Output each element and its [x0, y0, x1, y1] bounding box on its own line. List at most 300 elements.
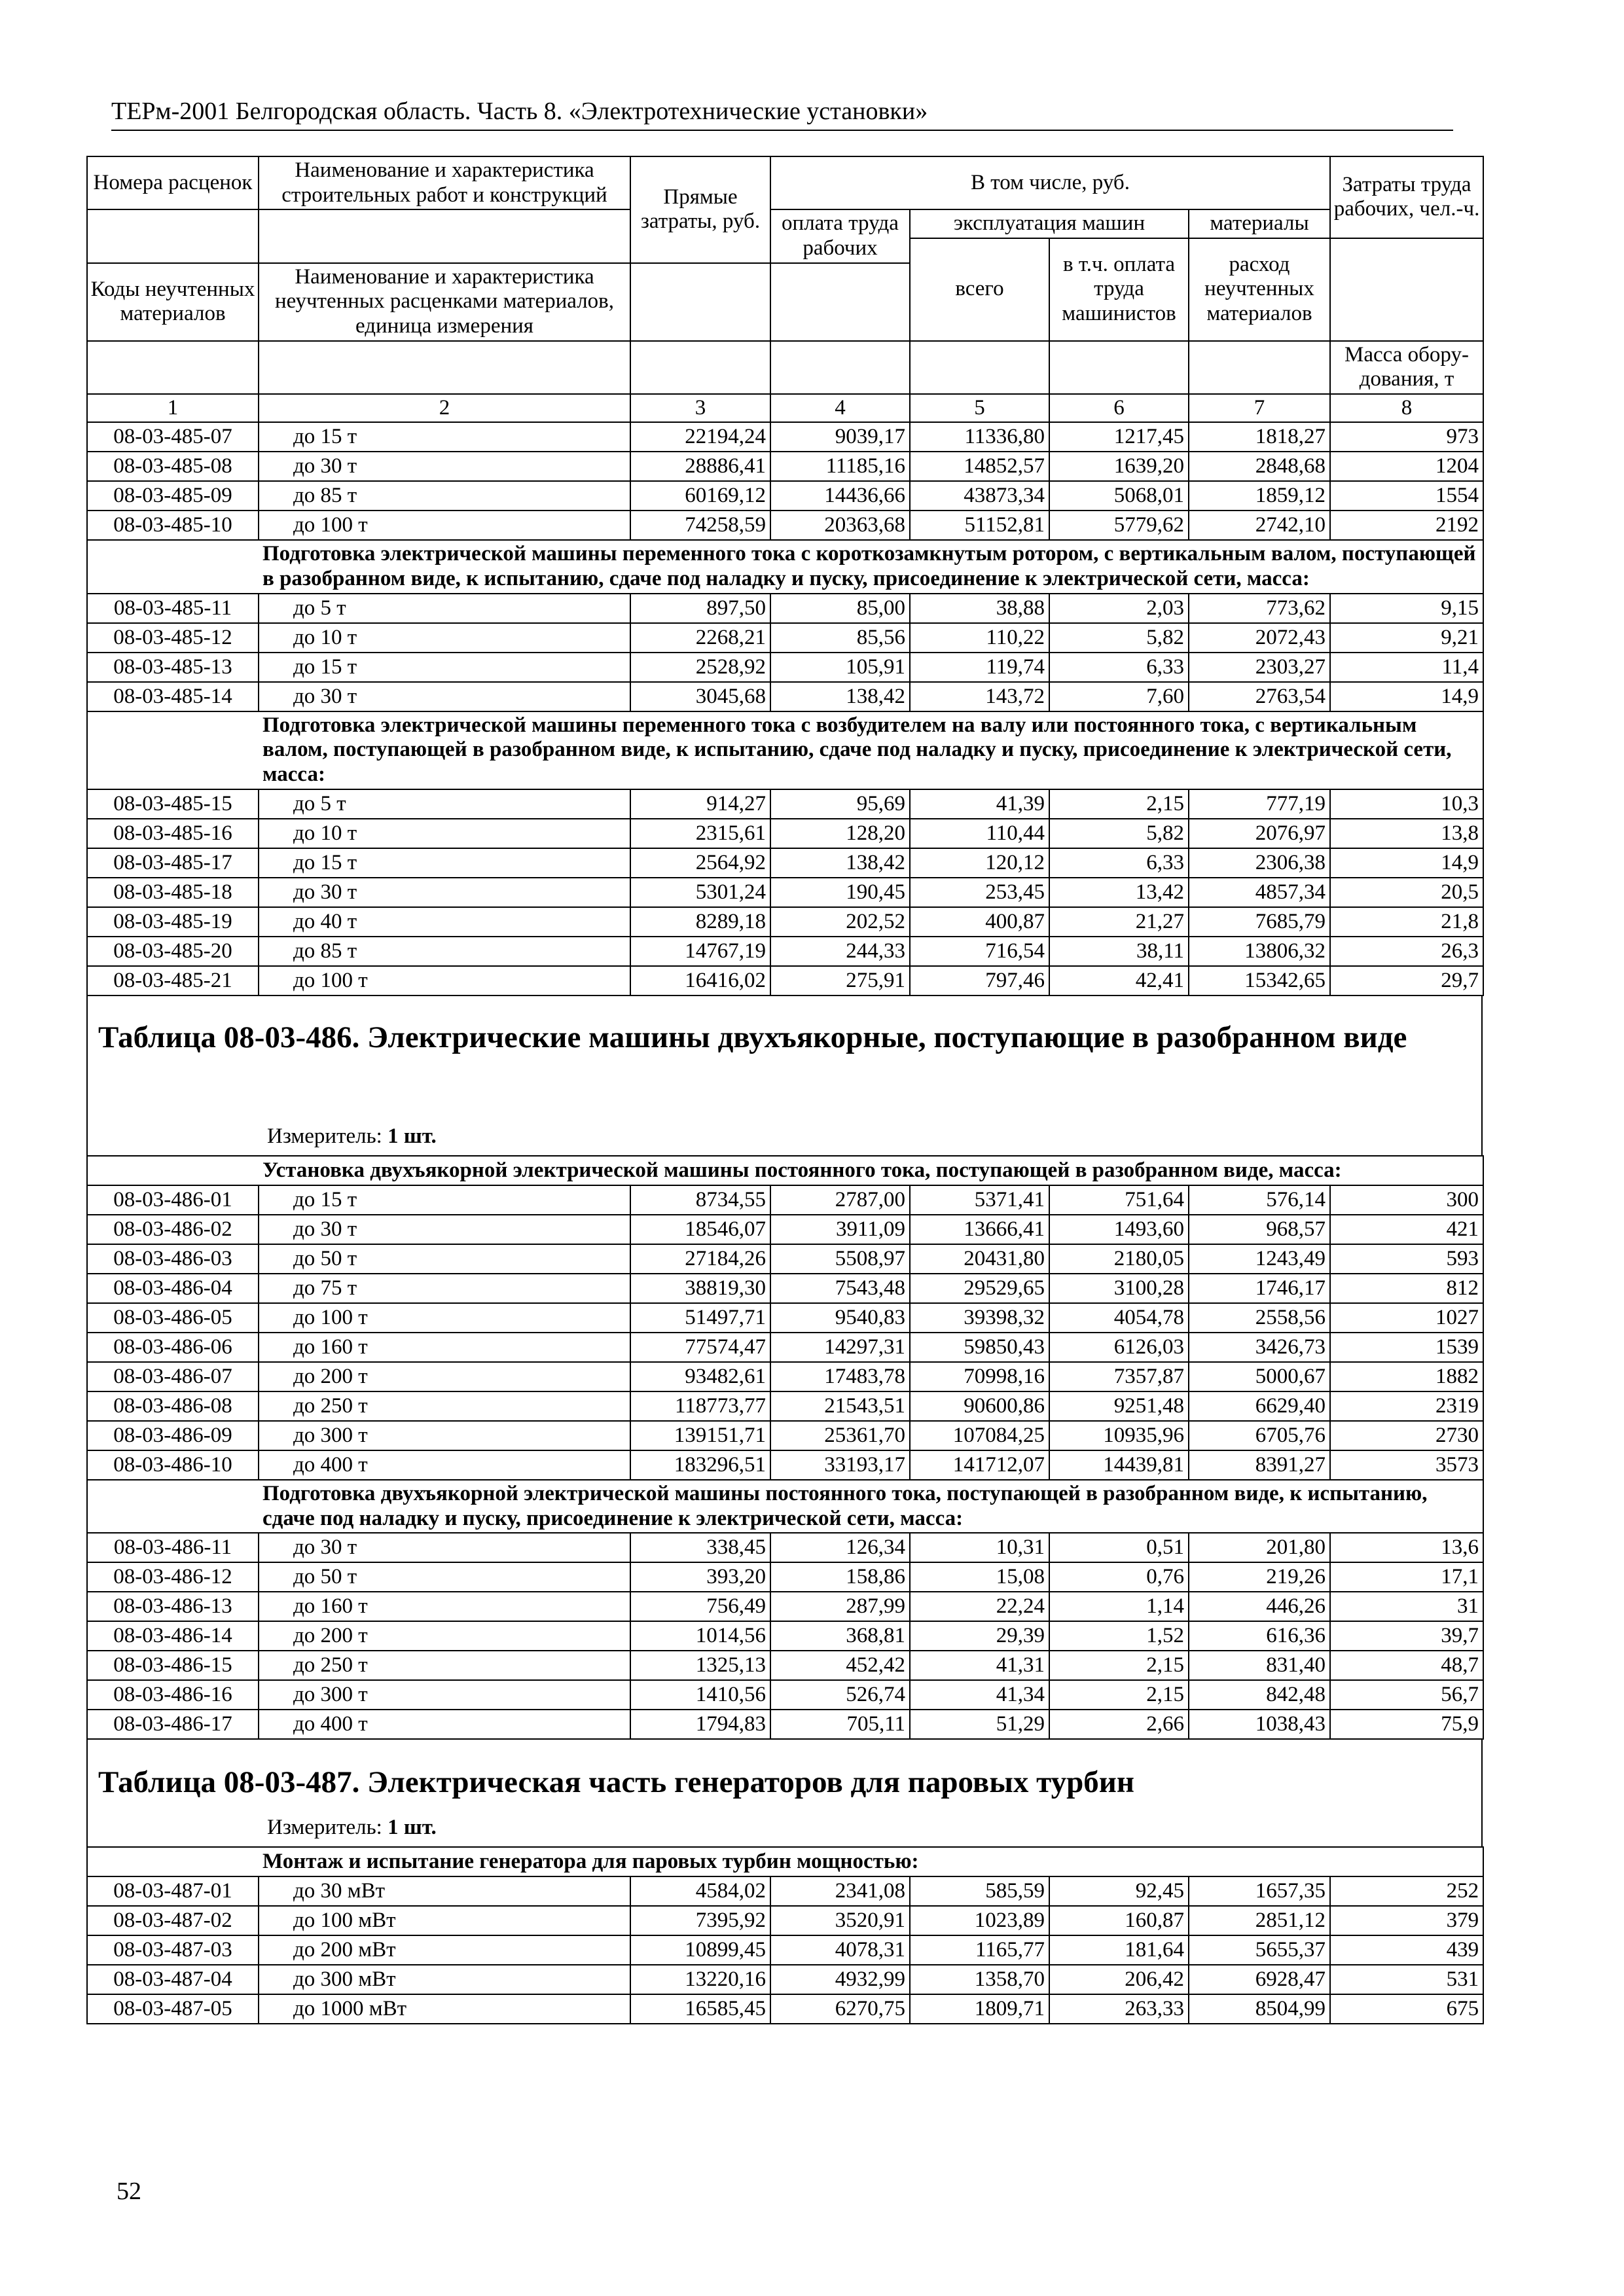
rate-name: до 10 т	[259, 623, 630, 653]
rate-value: 120,12	[910, 848, 1049, 878]
rate-value: 5,82	[1049, 819, 1189, 848]
rate-value: 92,45	[1049, 1876, 1189, 1906]
table-row	[87, 1965, 1483, 1994]
rate-code: 08-03-487-04	[87, 1965, 259, 1994]
rate-name: до 100 мВт	[259, 1906, 630, 1935]
rate-value: 5779,62	[1049, 511, 1189, 540]
rate-value: 2528,92	[630, 653, 770, 682]
rate-value: 14767,19	[630, 937, 770, 966]
section-title: Подготовка двухъякорной электрической машины постоянного тока, поступающей в разобранном виде, к испытанию, сдаче под наладку и пуску, присоединение к электрической сети, масса:	[259, 1480, 1483, 1533]
rate-value: 968,57	[1189, 1215, 1330, 1244]
rate-value: 1217,45	[1049, 422, 1189, 452]
rate-value: 5,82	[1049, 623, 1189, 653]
table-row	[87, 481, 1483, 511]
rate-value: 3573	[1330, 1450, 1483, 1480]
rate-value: 3045,68	[630, 682, 770, 711]
rate-value: 190,45	[770, 878, 910, 907]
rate-value: 14297,31	[770, 1333, 910, 1362]
rate-value: 1165,77	[910, 1935, 1049, 1965]
rate-value: 56,7	[1330, 1680, 1483, 1710]
rate-name: до 400 т	[259, 1450, 630, 1480]
rate-value: 110,22	[910, 623, 1049, 653]
rate-value: 38819,30	[630, 1274, 770, 1303]
rate-value: 1539	[1330, 1333, 1483, 1362]
rate-value: 253,45	[910, 878, 1049, 907]
rate-value: 2558,56	[1189, 1303, 1330, 1333]
rate-value: 1639,20	[1049, 452, 1189, 481]
header-direct-costs: Прямые затраты, руб.	[630, 156, 770, 263]
rate-value: 41,34	[910, 1680, 1049, 1710]
rate-value: 158,86	[770, 1562, 910, 1592]
rate-value: 773,62	[1189, 594, 1330, 623]
rate-value: 5508,97	[770, 1244, 910, 1274]
rate-value: 25361,70	[770, 1421, 910, 1450]
rate-value: 51497,71	[630, 1303, 770, 1333]
rate-value: 2268,21	[630, 623, 770, 653]
rate-name: до 15 т	[259, 848, 630, 878]
table-row	[87, 1215, 1483, 1244]
table-486-unit: Измеритель: 1 шт.	[267, 1124, 437, 1148]
table-row	[87, 1592, 1483, 1621]
rate-code: 08-03-485-08	[87, 452, 259, 481]
rate-value: 2730	[1330, 1421, 1483, 1450]
rate-value: 143,72	[910, 682, 1049, 711]
rate-value: 6629,40	[1189, 1391, 1330, 1421]
rate-value: 14852,57	[910, 452, 1049, 481]
rate-value: 8734,55	[630, 1185, 770, 1215]
header-material-name: Наименование и характеристика неучтенных расценками материалов, единица измерения	[259, 263, 630, 341]
rate-code: 08-03-486-08	[87, 1391, 259, 1421]
rate-value: 1493,60	[1049, 1215, 1189, 1244]
rate-value: 1818,27	[1189, 422, 1330, 452]
rate-code: 08-03-485-20	[87, 937, 259, 966]
rate-value: 6928,47	[1189, 1965, 1330, 1994]
rate-code: 08-03-485-12	[87, 623, 259, 653]
table-row	[87, 819, 1483, 848]
rate-code: 08-03-485-18	[87, 878, 259, 907]
rate-code: 08-03-486-01	[87, 1185, 259, 1215]
rate-value: 11336,80	[910, 422, 1049, 452]
table-row	[87, 1906, 1483, 1935]
rate-value: 22194,24	[630, 422, 770, 452]
rate-value: 183296,51	[630, 1450, 770, 1480]
rate-value: 39398,32	[910, 1303, 1049, 1333]
rate-code: 08-03-485-15	[87, 789, 259, 819]
rate-code: 08-03-486-10	[87, 1450, 259, 1480]
table-row	[87, 1651, 1483, 1680]
rate-value: 973	[1330, 422, 1483, 452]
rate-name: до 160 т	[259, 1592, 630, 1621]
rate-value: 2072,43	[1189, 623, 1330, 653]
rate-value: 576,14	[1189, 1185, 1330, 1215]
rate-value: 0,76	[1049, 1562, 1189, 1592]
rate-value: 13,6	[1330, 1533, 1483, 1562]
rate-value: 3911,09	[770, 1215, 910, 1244]
rate-value: 4584,02	[630, 1876, 770, 1906]
rate-value: 21,8	[1330, 907, 1483, 937]
rate-code: 08-03-486-04	[87, 1274, 259, 1303]
rate-name: до 400 т	[259, 1710, 630, 1739]
rate-value: 368,81	[770, 1621, 910, 1651]
rate-value: 93482,61	[630, 1362, 770, 1391]
rate-code: 08-03-485-21	[87, 966, 259, 996]
header-machines-total: всего	[910, 238, 1049, 341]
rate-value: 777,19	[1189, 789, 1330, 819]
rate-code: 08-03-486-13	[87, 1592, 259, 1621]
header-machinists-pay: в т.ч. оплата труда машинистов	[1049, 238, 1189, 341]
rate-value: 29,7	[1330, 966, 1483, 996]
header-in-total: В том числе, руб.	[770, 156, 1330, 209]
rate-value: 51152,81	[910, 511, 1049, 540]
rate-value: 2763,54	[1189, 682, 1330, 711]
rate-value: 400,87	[910, 907, 1049, 937]
rate-value: 31	[1330, 1592, 1483, 1621]
rate-value: 1,52	[1049, 1621, 1189, 1651]
rate-code: 08-03-485-11	[87, 594, 259, 623]
header-work-name: Наименование и характеристика строительных работ и конструкций	[259, 156, 630, 209]
rate-value: 2192	[1330, 511, 1483, 540]
rate-value: 26,3	[1330, 937, 1483, 966]
table-row	[87, 1621, 1483, 1651]
rate-value: 77574,47	[630, 1333, 770, 1362]
rate-name: до 1000 мВт	[259, 1994, 630, 2024]
rate-value: 10935,96	[1049, 1421, 1189, 1450]
rate-value: 15342,65	[1189, 966, 1330, 996]
rate-value: 6,33	[1049, 848, 1189, 878]
table-row	[87, 878, 1483, 907]
rate-value: 8391,27	[1189, 1450, 1330, 1480]
rate-value: 41,31	[910, 1651, 1049, 1680]
table-486-heading-box	[86, 995, 1483, 1155]
rate-value: 1027	[1330, 1303, 1483, 1333]
rate-value: 17,1	[1330, 1562, 1483, 1592]
rate-value: 585,59	[910, 1876, 1049, 1906]
rate-value: 716,54	[910, 937, 1049, 966]
rate-name: до 15 т	[259, 653, 630, 682]
rate-value: 616,36	[1189, 1621, 1330, 1651]
rate-value: 446,26	[1189, 1592, 1330, 1621]
rate-value: 812	[1330, 1274, 1483, 1303]
rate-value: 2315,61	[630, 819, 770, 848]
rate-name: до 50 т	[259, 1244, 630, 1274]
rate-value: 9251,48	[1049, 1391, 1189, 1421]
rate-value: 13666,41	[910, 1215, 1049, 1244]
rate-name: до 85 т	[259, 937, 630, 966]
table-row	[87, 907, 1483, 937]
rate-value: 38,88	[910, 594, 1049, 623]
rate-value: 2076,97	[1189, 819, 1330, 848]
rate-value: 20363,68	[770, 511, 910, 540]
table-row	[87, 511, 1483, 540]
table-row	[87, 1274, 1483, 1303]
rate-value: 6126,03	[1049, 1333, 1189, 1362]
rate-code: 08-03-486-05	[87, 1303, 259, 1333]
section-title: Установка двухъякорной электрической машины постоянного тока, поступающей в разобранном виде, масса:	[259, 1156, 1483, 1185]
rate-value: 14439,81	[1049, 1450, 1189, 1480]
rate-code: 08-03-487-03	[87, 1935, 259, 1965]
rate-name: до 10 т	[259, 819, 630, 848]
rate-value: 90600,86	[910, 1391, 1049, 1421]
rate-value: 9540,83	[770, 1303, 910, 1333]
rates-table-487	[86, 1846, 1484, 2024]
rate-value: 10899,45	[630, 1935, 770, 1965]
rate-name: до 200 мВт	[259, 1935, 630, 1965]
rate-value: 128,20	[770, 819, 910, 848]
rate-value: 1746,17	[1189, 1274, 1330, 1303]
rate-value: 18546,07	[630, 1215, 770, 1244]
rate-value: 7,60	[1049, 682, 1189, 711]
rate-code: 08-03-486-06	[87, 1333, 259, 1362]
rate-value: 4054,78	[1049, 1303, 1189, 1333]
rate-value: 1657,35	[1189, 1876, 1330, 1906]
rate-value: 5371,41	[910, 1185, 1049, 1215]
table-row	[87, 937, 1483, 966]
rate-value: 160,87	[1049, 1906, 1189, 1935]
rate-value: 1204	[1330, 452, 1483, 481]
rate-value: 338,45	[630, 1533, 770, 1562]
rate-name: до 250 т	[259, 1391, 630, 1421]
rate-code: 08-03-487-01	[87, 1876, 259, 1906]
rate-value: 10,31	[910, 1533, 1049, 1562]
section-title: Монтаж и испытание генератора для паровых турбин мощностью:	[259, 1847, 1483, 1876]
rate-name: до 100 т	[259, 511, 630, 540]
table-row	[87, 1994, 1483, 2024]
rate-value: 27184,26	[630, 1244, 770, 1274]
rate-name: до 100 т	[259, 966, 630, 996]
rate-value: 14,9	[1330, 682, 1483, 711]
rate-name: до 30 т	[259, 682, 630, 711]
rate-code: 08-03-486-02	[87, 1215, 259, 1244]
rate-name: до 40 т	[259, 907, 630, 937]
rate-value: 141712,07	[910, 1450, 1049, 1480]
rate-code: 08-03-486-07	[87, 1362, 259, 1391]
rate-name: до 200 т	[259, 1362, 630, 1391]
rate-value: 8289,18	[630, 907, 770, 937]
rate-value: 33193,17	[770, 1450, 910, 1480]
section-title: Подготовка электрической машины переменного тока с возбудителем на валу или постоянного тока, с вертикальным валом, поступающей в разобранном виде, к испытанию, сдаче под наладку и пуску, присоединение к электрической сети, масса:	[259, 711, 1483, 789]
rate-value: 6705,76	[1189, 1421, 1330, 1450]
table-row	[87, 1185, 1483, 1215]
rate-value: 219,26	[1189, 1562, 1330, 1592]
rate-value: 1554	[1330, 481, 1483, 511]
rate-value: 1023,89	[910, 1906, 1049, 1935]
rate-value: 2742,10	[1189, 511, 1330, 540]
rate-name: до 30 мВт	[259, 1876, 630, 1906]
rate-code: 08-03-486-16	[87, 1680, 259, 1710]
rate-value: 3426,73	[1189, 1333, 1330, 1362]
table-486-title: Таблица 08-03-486. Электрические машины двухъякорные, поступающие в разобранном виде	[98, 1020, 1407, 1054]
header-material-codes: Коды неучтенных материалов	[87, 263, 259, 341]
rate-value: 206,42	[1049, 1965, 1189, 1994]
table-487-title: Таблица 08-03-487. Электрическая часть генераторов для паровых турбин	[98, 1765, 1134, 1799]
table-row	[87, 1710, 1483, 1739]
rate-value: 2341,08	[770, 1876, 910, 1906]
rate-name: до 5 т	[259, 594, 630, 623]
rate-value: 9,15	[1330, 594, 1483, 623]
rate-value: 831,40	[1189, 1651, 1330, 1680]
rate-name: до 200 т	[259, 1621, 630, 1651]
rate-value: 74258,59	[630, 511, 770, 540]
rate-name: до 100 т	[259, 1303, 630, 1333]
rate-code: 08-03-486-11	[87, 1533, 259, 1562]
rate-name: до 30 т	[259, 452, 630, 481]
rate-value: 7357,87	[1049, 1362, 1189, 1391]
rate-code: 08-03-486-15	[87, 1651, 259, 1680]
rate-value: 7395,92	[630, 1906, 770, 1935]
rate-value: 2564,92	[630, 848, 770, 878]
rate-value: 181,64	[1049, 1935, 1189, 1965]
table-row	[87, 1680, 1483, 1710]
rate-value: 531	[1330, 1965, 1483, 1994]
rate-value: 2787,00	[770, 1185, 910, 1215]
rate-value: 0,51	[1049, 1533, 1189, 1562]
table-row	[87, 452, 1483, 481]
rate-value: 60169,12	[630, 481, 770, 511]
rate-value: 110,44	[910, 819, 1049, 848]
rate-code: 08-03-486-17	[87, 1710, 259, 1739]
rate-value: 14,9	[1330, 848, 1483, 878]
rate-value: 201,80	[1189, 1533, 1330, 1562]
rate-name: до 15 т	[259, 1185, 630, 1215]
header-labor-costs: Затраты труда рабочих, чел.-ч.	[1330, 156, 1483, 238]
rate-value: 13806,32	[1189, 937, 1330, 966]
rate-value: 244,33	[770, 937, 910, 966]
section-title: Подготовка электрической машины переменного тока с короткозамкнутым ротором, с вертикальным валом, поступающей в разобранном виде, к испытанию, сдаче под наладку и пуску, присоединение к электрической сети, масса:	[259, 540, 1483, 593]
rate-value: 2,15	[1049, 1680, 1189, 1710]
rate-name: до 300 т	[259, 1680, 630, 1710]
table-row	[87, 1391, 1483, 1421]
rate-value: 756,49	[630, 1592, 770, 1621]
rate-value: 1794,83	[630, 1710, 770, 1739]
rate-value: 914,27	[630, 789, 770, 819]
rate-value: 138,42	[770, 682, 910, 711]
rate-value: 126,34	[770, 1533, 910, 1562]
rate-value: 105,91	[770, 653, 910, 682]
column-number-row: 1 2 3 4 5 6 7 8	[87, 394, 1483, 423]
rate-value: 2848,68	[1189, 452, 1330, 481]
rate-value: 48,7	[1330, 1651, 1483, 1680]
table-row	[87, 1533, 1483, 1562]
rate-value: 2303,27	[1189, 653, 1330, 682]
rate-value: 29,39	[910, 1621, 1049, 1651]
rate-value: 138,42	[770, 848, 910, 878]
rate-value: 5301,24	[630, 878, 770, 907]
rate-value: 38,11	[1049, 937, 1189, 966]
rate-name: до 15 т	[259, 422, 630, 452]
table-row	[87, 422, 1483, 452]
rate-value: 379	[1330, 1906, 1483, 1935]
rate-name: до 30 т	[259, 878, 630, 907]
rate-name: до 300 т	[259, 1421, 630, 1450]
rate-value: 1410,56	[630, 1680, 770, 1710]
rate-value: 51,29	[910, 1710, 1049, 1739]
rate-code: 08-03-485-09	[87, 481, 259, 511]
rate-value: 1859,12	[1189, 481, 1330, 511]
header-rule	[111, 130, 1453, 131]
rate-value: 202,52	[770, 907, 910, 937]
rate-value: 11,4	[1330, 653, 1483, 682]
header-equipment-mass: Масса обору-дования, т	[1330, 341, 1483, 394]
rate-value: 3100,28	[1049, 1274, 1189, 1303]
rate-name: до 300 мВт	[259, 1965, 630, 1994]
rate-value: 393,20	[630, 1562, 770, 1592]
rate-value: 39,7	[1330, 1621, 1483, 1651]
rate-value: 10,3	[1330, 789, 1483, 819]
rate-name: до 75 т	[259, 1274, 630, 1303]
rate-value: 4857,34	[1189, 878, 1330, 907]
rate-value: 119,74	[910, 653, 1049, 682]
table-row	[87, 1935, 1483, 1965]
rate-value: 13,42	[1049, 878, 1189, 907]
rate-value: 29529,65	[910, 1274, 1049, 1303]
rate-value: 14436,66	[770, 481, 910, 511]
table-row	[87, 1562, 1483, 1592]
table-487-heading-box	[86, 1738, 1483, 1846]
rate-value: 421	[1330, 1215, 1483, 1244]
rate-value: 41,39	[910, 789, 1049, 819]
rate-value: 4932,99	[770, 1965, 910, 1994]
table-row	[87, 653, 1483, 682]
rates-table-486	[86, 1155, 1484, 1740]
rate-value: 95,69	[770, 789, 910, 819]
table-row	[87, 1244, 1483, 1274]
rate-code: 08-03-485-17	[87, 848, 259, 878]
rate-value: 5068,01	[1049, 481, 1189, 511]
rate-value: 751,64	[1049, 1185, 1189, 1215]
rate-value: 705,11	[770, 1710, 910, 1739]
rate-value: 1,14	[1049, 1592, 1189, 1621]
rate-code: 08-03-485-10	[87, 511, 259, 540]
rate-value: 70998,16	[910, 1362, 1049, 1391]
rate-value: 593	[1330, 1244, 1483, 1274]
rate-value: 21543,51	[770, 1391, 910, 1421]
header-materials: материалы	[1189, 209, 1330, 238]
table-487-unit: Измеритель: 1 шт.	[267, 1816, 437, 1839]
table-row	[87, 682, 1483, 711]
rate-value: 275,91	[770, 966, 910, 996]
rate-value: 15,08	[910, 1562, 1049, 1592]
table-row	[87, 1421, 1483, 1450]
rate-value: 2180,05	[1049, 1244, 1189, 1274]
rate-value: 7685,79	[1189, 907, 1330, 937]
rate-code: 08-03-487-05	[87, 1994, 259, 2024]
rate-value: 2319	[1330, 1391, 1483, 1421]
table-row	[87, 789, 1483, 819]
rate-code: 08-03-485-16	[87, 819, 259, 848]
rate-code: 08-03-486-09	[87, 1421, 259, 1450]
page-header-title: ТЕРм-2001 Белгородская область. Часть 8. «Электротехнические установки»	[111, 98, 928, 125]
rate-value: 4078,31	[770, 1935, 910, 1965]
rate-value: 2,15	[1049, 789, 1189, 819]
page-number: 52	[117, 2178, 141, 2205]
rate-value: 118773,77	[630, 1391, 770, 1421]
rates-table-485	[86, 156, 1484, 996]
rate-name: до 30 т	[259, 1533, 630, 1562]
table-row	[87, 848, 1483, 878]
rate-value: 1325,13	[630, 1651, 770, 1680]
rate-value: 16585,45	[630, 1994, 770, 2024]
table-row	[87, 1303, 1483, 1333]
rate-value: 107084,25	[910, 1421, 1049, 1450]
rate-value: 22,24	[910, 1592, 1049, 1621]
rate-value: 75,9	[1330, 1710, 1483, 1739]
rate-value: 2,66	[1049, 1710, 1189, 1739]
rate-code: 08-03-487-02	[87, 1906, 259, 1935]
rate-value: 2851,12	[1189, 1906, 1330, 1935]
rate-value: 5000,67	[1189, 1362, 1330, 1391]
rate-value: 1038,43	[1189, 1710, 1330, 1739]
rate-value: 7543,48	[770, 1274, 910, 1303]
